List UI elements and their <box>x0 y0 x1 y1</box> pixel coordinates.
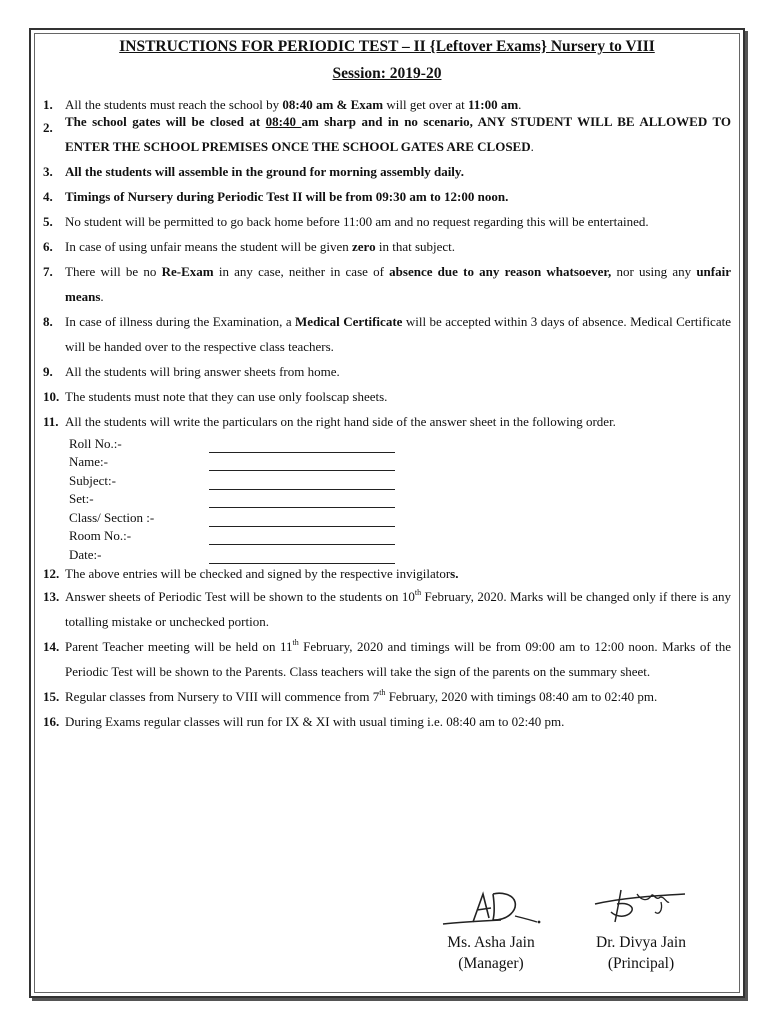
text-run: will get over at <box>383 97 468 112</box>
field-row <box>69 434 731 453</box>
underlined-run: 08:40 <box>265 114 302 129</box>
item-number: 8. <box>43 314 53 329</box>
text-run: There will be no <box>65 264 162 279</box>
list-item <box>43 159 731 184</box>
bold-run: unfair means <box>65 264 731 304</box>
item-number: 6. <box>43 239 53 254</box>
manager-signature-block <box>426 880 556 974</box>
field-label: Class/ Section :- <box>69 509 155 525</box>
text-run: February, 2020 and timings will be from 09:00 am to 12:00 noon. Marks of the Periodic Test will be shown to the Parents. Class teachers will take the sign of the parents on the summary sheet. <box>65 638 731 679</box>
session-heading: Session: 2019-20 <box>332 65 442 82</box>
list-item <box>43 564 731 584</box>
item-text: The students must note that they can use only foolscap sheets. <box>65 389 388 404</box>
field-label: Subject:- <box>69 472 116 488</box>
text-run: in that subject. <box>375 239 456 254</box>
principal-name: Dr. Divya Jain <box>596 934 686 951</box>
item-number: 15. <box>43 688 60 704</box>
item-number: 10. <box>43 389 60 404</box>
item-number: 7. <box>43 264 53 279</box>
text-run: . <box>100 289 104 304</box>
item-number: 1. <box>43 97 53 112</box>
bold-run: absence due to any reason whatsoever, <box>389 264 612 279</box>
field-label: Room No.:- <box>69 528 132 543</box>
principal-signature-block <box>576 880 706 974</box>
text-run: . <box>518 97 522 112</box>
text-run: nor using any <box>611 264 697 279</box>
document-frame <box>29 28 745 998</box>
item-text: All the students will write the particulars on the right hand side of the answer sheet in the following order. <box>65 414 616 429</box>
item-text: Timings of Nursery during Periodic Test II will be from 09:30 am to 12:00 noon. <box>65 189 509 204</box>
answer-sheet-fields <box>69 434 731 564</box>
field-line <box>209 439 395 453</box>
list-item <box>43 115 731 159</box>
bold-run: s. <box>450 565 459 581</box>
list-item <box>43 309 731 359</box>
item-number: 3. <box>43 164 53 179</box>
field-label: Set:- <box>69 491 94 506</box>
signature-block <box>31 880 743 990</box>
item-text: All the students will assemble in the ground for morning assembly daily. <box>65 164 464 179</box>
list-item <box>43 684 731 709</box>
field-label: Name:- <box>69 454 108 469</box>
item-text <box>65 109 731 159</box>
manager-signature-icon <box>431 880 551 932</box>
field-label: Date:- <box>69 546 102 562</box>
bold-run: Medical Certificate <box>295 314 403 329</box>
text-run: will be accepted within 3 days of absence. Medical Certificate will be handed over to the respective class teachers. <box>65 314 731 354</box>
item-number: 14. <box>43 638 60 654</box>
text-run: February, 2020. Marks will be changed only if there is any totalling mistake or unchecked portion. <box>65 588 731 629</box>
field-row <box>69 471 731 490</box>
item-text <box>65 309 731 359</box>
text-run: The school gates will be closed at <box>65 114 266 129</box>
item-text <box>65 634 731 684</box>
field-line <box>209 550 395 564</box>
item-number: 12. <box>43 565 60 581</box>
bold-run: zero <box>352 239 376 254</box>
text-run: Parent Teacher meeting will be held on 11 <box>65 638 293 654</box>
field-line <box>209 513 395 527</box>
item-text: No student will be permitted to go back home before 11:00 am and no request regarding this will be entertained. <box>65 214 649 229</box>
superscript: th <box>292 637 299 647</box>
list-item <box>43 259 731 309</box>
text-run: The above entries will be checked and signed by the respective invigilator <box>65 565 451 581</box>
item-number: 2. <box>43 120 53 135</box>
field-row <box>69 490 731 509</box>
item-number: 4. <box>43 189 53 204</box>
field-line <box>209 476 395 490</box>
list-item <box>43 409 731 434</box>
text-run: Regular classes from Nursery to VIII will commence from 7 <box>65 688 380 704</box>
field-label: Roll No.:- <box>69 435 122 451</box>
superscript: th <box>414 587 422 597</box>
text-run: February, 2020 with timings 08:40 am to 02:40 pm. <box>385 688 658 704</box>
superscript: th <box>379 687 386 697</box>
item-number: 13. <box>43 588 60 604</box>
bold-run: 08:40 am & Exam <box>282 97 384 112</box>
item-number: 5. <box>43 214 53 229</box>
item-text: During Exams regular classes will run for IX & XI with usual timing i.e. 08:40 am to 02:40 pm. <box>65 713 565 729</box>
text-run: All the students must reach the school by <box>65 97 283 112</box>
text-run: in any case, neither in case of <box>213 264 390 279</box>
item-text: All the students will bring answer sheets from home. <box>65 364 340 379</box>
item-number: 9. <box>43 364 53 379</box>
item-text <box>65 234 731 259</box>
text-run: . <box>530 139 534 154</box>
field-row <box>69 453 731 472</box>
text-run: In case of illness during the Examination, a <box>65 314 296 329</box>
item-text <box>65 584 731 634</box>
instruction-list <box>43 95 731 734</box>
item-number: 16. <box>43 713 60 729</box>
list-item <box>43 709 731 734</box>
field-line <box>209 531 395 545</box>
field-row <box>69 508 731 527</box>
page-title: INSTRUCTIONS FOR PERIODIC TEST – II {Leftover Exams} Nursery to VIII <box>119 38 655 55</box>
text-run: am sharp and in no scenario, ANY STUDENT WILL BE ALLOWED TO ENTER THE SCHOOL PREMISES ONCE THE SCHOOL GATES ARE CLOSED <box>65 114 731 154</box>
list-item <box>43 584 731 634</box>
item-text <box>65 684 731 709</box>
field-line <box>209 494 395 508</box>
list-item <box>43 359 731 384</box>
field-line <box>209 457 395 471</box>
item-text <box>65 259 731 309</box>
text-run: In case of using unfair means the student will be given <box>65 239 353 254</box>
list-item <box>43 634 731 684</box>
principal-signature-icon <box>581 880 701 932</box>
item-text <box>65 564 731 584</box>
bold-run: 11:00 am <box>467 97 519 112</box>
bold-run: Re-Exam <box>161 264 214 279</box>
manager-role: (Manager) <box>458 955 524 972</box>
field-row <box>69 527 731 546</box>
list-item <box>43 184 731 209</box>
manager-name: Ms. Asha Jain <box>447 934 535 951</box>
item-number: 11. <box>43 414 59 429</box>
list-item <box>43 384 731 409</box>
principal-role: (Principal) <box>607 955 675 972</box>
field-row <box>69 545 731 564</box>
list-item <box>43 234 731 259</box>
text-run: Answer sheets of Periodic Test will be shown to the students on 10 <box>65 588 415 604</box>
list-item <box>43 209 731 234</box>
